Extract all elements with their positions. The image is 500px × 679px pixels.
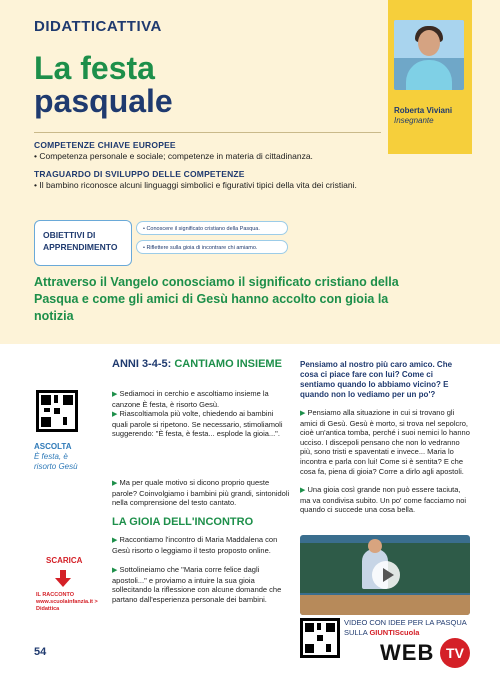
intro-text: Attraverso il Vangelo conosciamo il significato cristiano della Pasqua e come gli amici di Gesù hanno accolto con gioia la notizia: [34, 275, 399, 323]
page-title: [34, 52, 173, 118]
competenze-heading: COMPETENZE CHIAVE EUROPEE: [34, 140, 176, 150]
obiettivi-label-2: APPRENDIMENTO: [43, 242, 118, 252]
traguardo-heading: TRAGUARDO DI SVILUPPO DELLE COMPETENZE: [34, 169, 245, 179]
section-heading-gioia: LA GIOIA DELL'INCONTRO: [112, 516, 254, 528]
author-name: Roberta Viviani: [394, 106, 453, 115]
ascolta-label: ASCOLTA: [34, 442, 72, 451]
paragraph: ▶ Sediamoci in cerchio e ascoltiamo insieme la canzone È festa, è risorto Gesù.: [112, 389, 269, 409]
obiettivi-label-1: OBIETTIVI DI: [43, 230, 96, 240]
paragraph: ▶ Pensiamo alla situazione in cui si trovano gli amici di Gesù. Gesù è morto, si trova nel sepolcro, cioè un'antica tomba, perché i suoi nemici lo hanno ucciso. I discepoli pensano che non lo vedranno più, sono tristi e spaventati e invece... Maria lo incontra e parla con lui! Come si è sentita? E che cosa fa, piena di gioia? Corre a dirlo agli apostoli.: [300, 408, 470, 476]
objective-item: • Conoscere il significato cristiano della Pasqua.: [136, 221, 288, 235]
page-number: 54: [34, 646, 47, 658]
section-heading-cantiamo: ANNI 3-4-5: CANTIAMO INSIEME: [112, 358, 282, 370]
paragraph: ▶ Riascoltiamola più volte, chiedendo ai bambini quali parole si ripetono. Se necessario, stimoliamoli suggerendo: "È festa, è festa... esplode la gioia...".: [112, 409, 283, 439]
video-thumbnail[interactable]: [300, 535, 470, 615]
competenze-text: • Competenza personale e sociale; competenze in materia di cittadinanza.: [34, 151, 313, 161]
video-caption: VIDEO CON IDEE PER LA PASQUA SULLA GIUNTIScuola: [344, 618, 467, 637]
title-line-1: La festa: [34, 50, 155, 86]
qr-code[interactable]: [300, 618, 340, 658]
objective-item: • Riflettere sulla gioia di incontrare chi amiamo.: [136, 240, 288, 254]
title-line-2: pasquale: [34, 83, 173, 119]
paragraph: ▶ Sottolineiamo che "Maria corre felice dagli apostoli..." e proviamo a intuire la sua gioia sollecitando la riflessione con alcune domande che partano dall'esperienza personale dei bambini.: [112, 565, 282, 604]
author-card: [388, 0, 472, 154]
scarica-label: SCARICA: [46, 556, 83, 565]
ascolta-block: [34, 442, 80, 472]
webtv-logo: WEB: [380, 640, 435, 665]
tv-badge: TV: [440, 638, 470, 668]
qr-code[interactable]: [36, 390, 78, 432]
obiettivi-box: [34, 220, 132, 266]
author-photo: [394, 20, 464, 90]
author-role: Insegnante: [394, 116, 434, 125]
ascolta-title: È festa, è risorto Gesù: [34, 452, 78, 471]
download-arrow-icon: [54, 570, 72, 588]
scarica-caption[interactable]: IL RACCONTO www.scuolainfanzia.it > Didattica: [36, 592, 98, 612]
paragraph: ▶ Raccontiamo l'incontro di Maria Maddalena con Gesù risorto o leggiamo il testo proposto online.: [112, 535, 278, 555]
paragraph: ▶ Una gioia così grande non può essere taciuta, ma va condivisa subito. Un po' come facciamo noi quando ci succede una cosa bella.: [300, 485, 467, 515]
section-brand: DIDATTICATTIVA: [34, 18, 162, 35]
paragraph: ▶ Ma per quale motivo si dicono proprio queste parole? Coinvolgiamo i bambini più grandi, sintonidoli nella comprensione del testo cantato.: [112, 478, 290, 508]
traguardo-text: • Il bambino riconosce alcuni linguaggi simbolici e figurativi tipici della vita dei cristiani.: [34, 180, 357, 190]
play-icon[interactable]: [372, 561, 400, 589]
questions-text: Pensiamo al nostro più caro amico. Che cosa ci piace fare con lui? Come ci sentiamo quando lo abbiamo vicino? E quando non lo vediamo per un po'?: [300, 360, 453, 399]
title-divider: [34, 132, 381, 133]
